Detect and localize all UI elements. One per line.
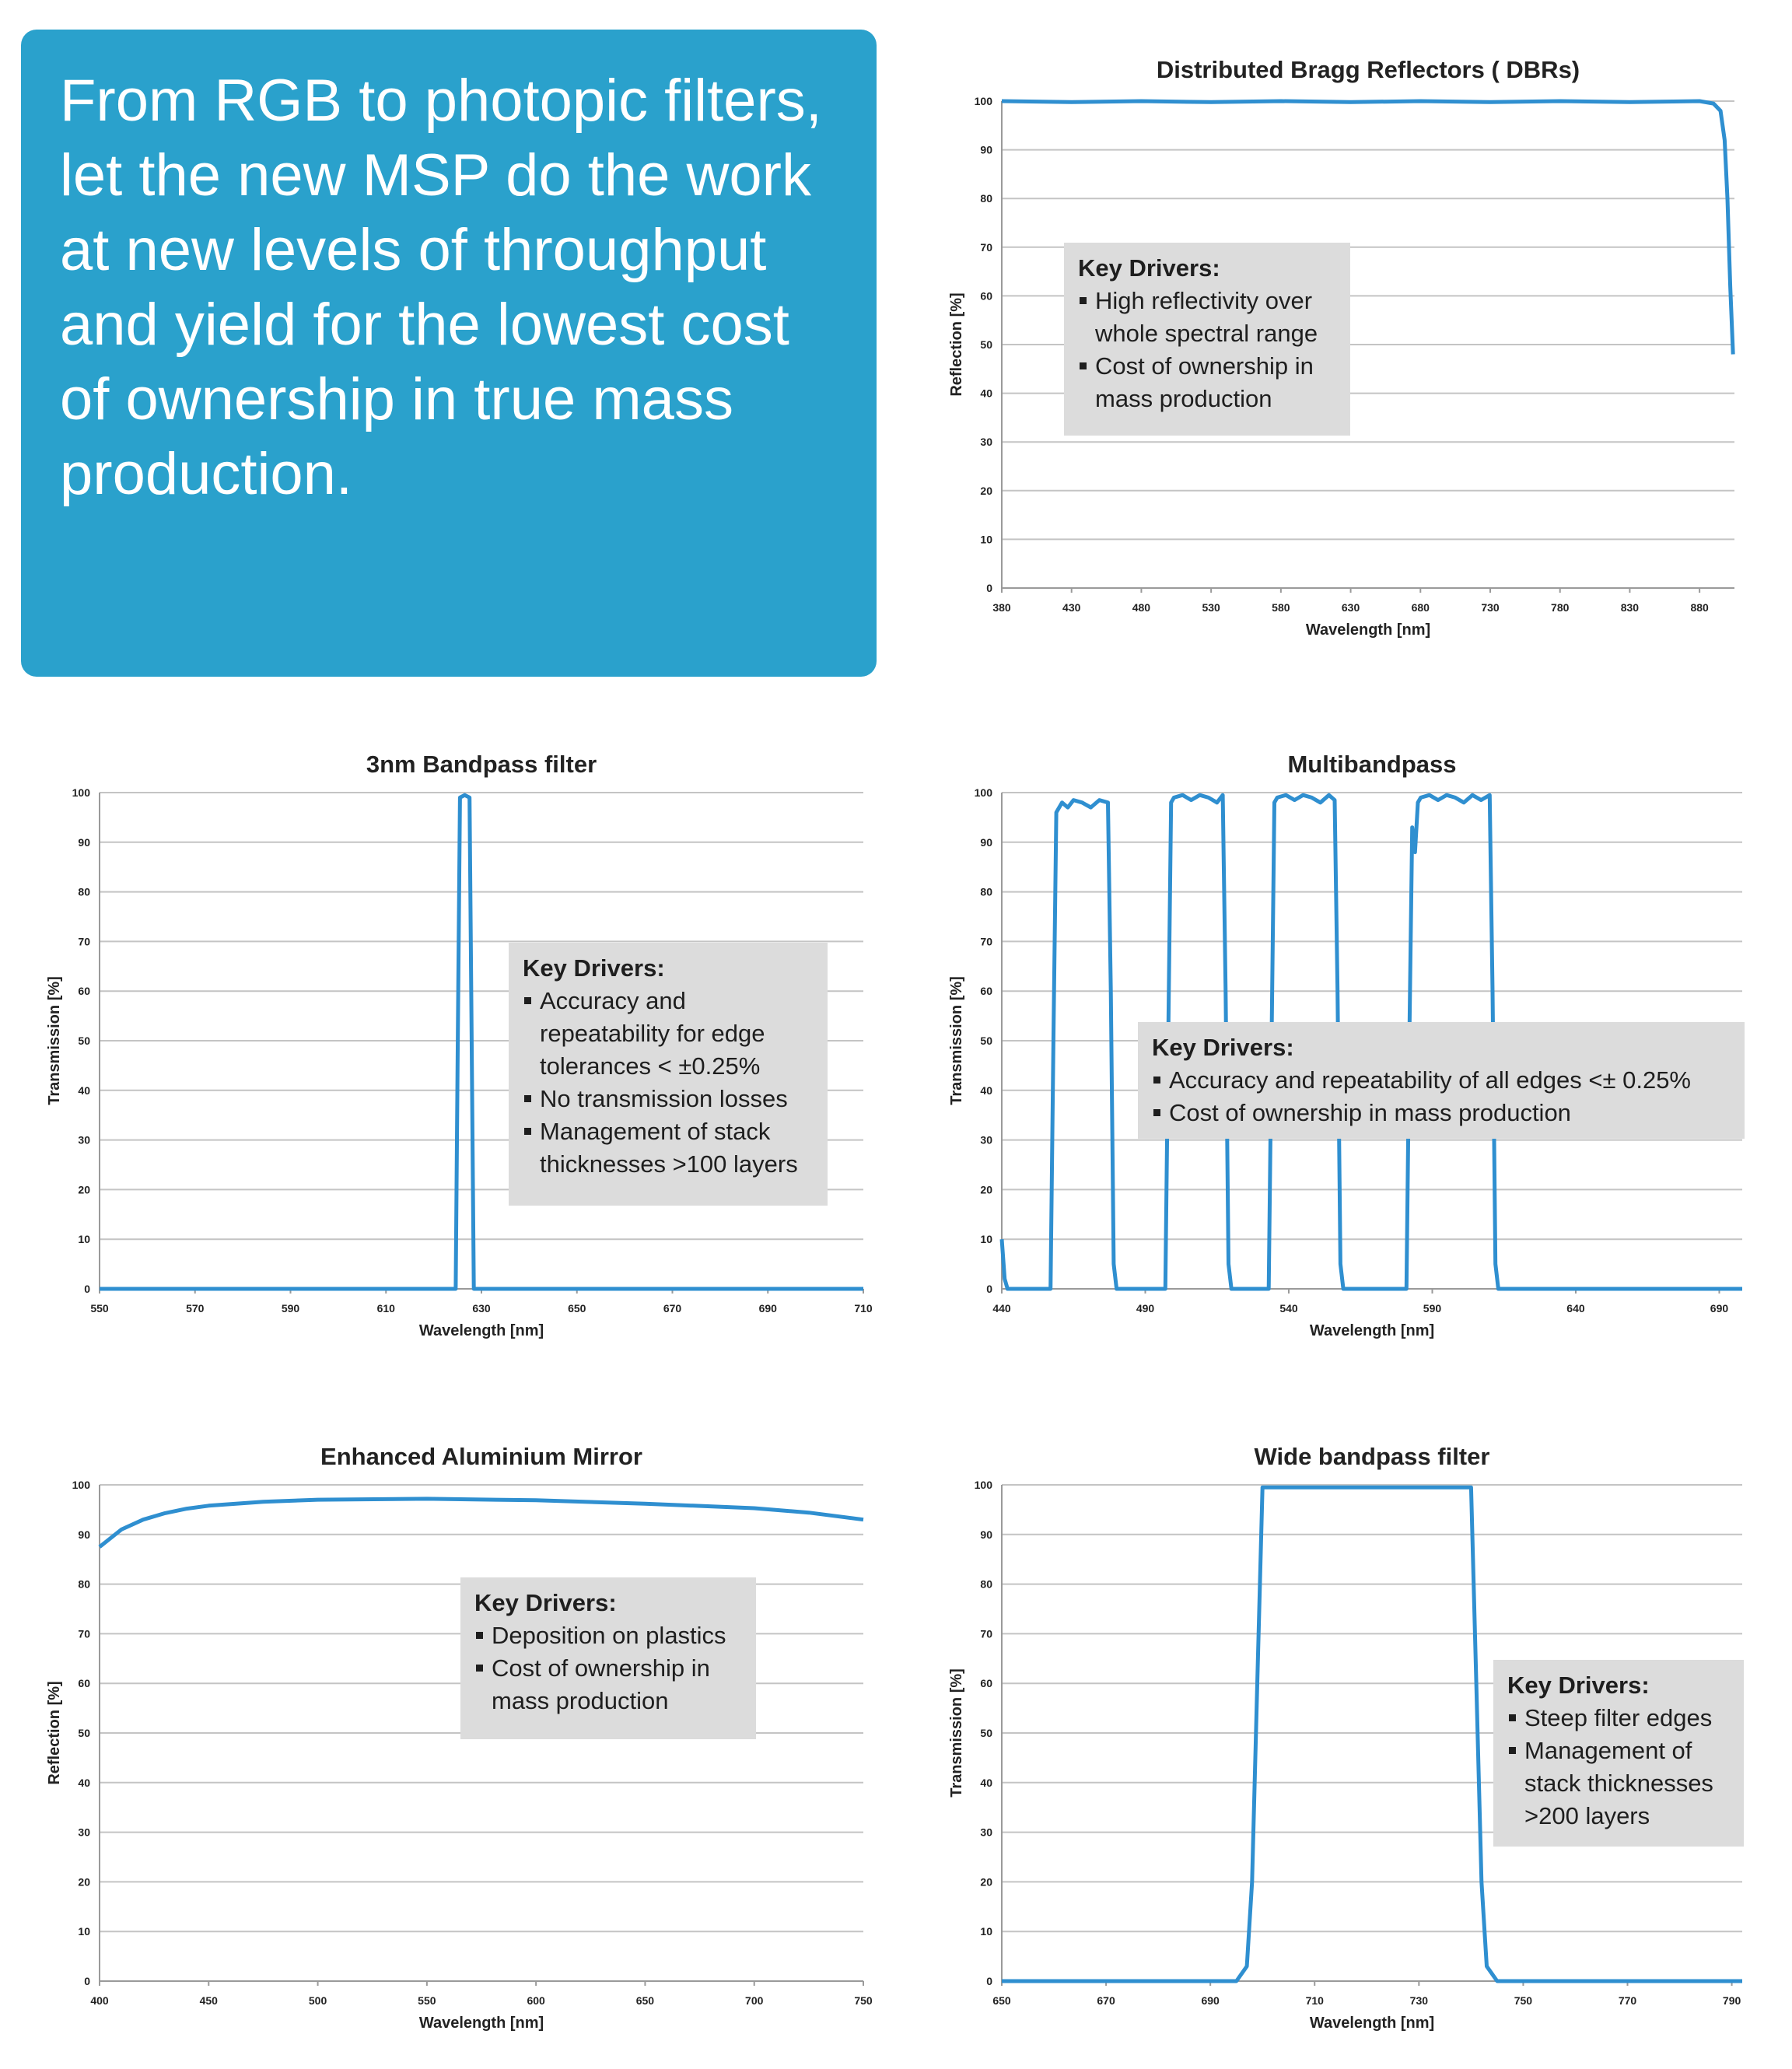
x-tick-label: 610 bbox=[376, 1302, 395, 1315]
intro-panel bbox=[21, 30, 877, 677]
y-tick-label: 0 bbox=[84, 1283, 90, 1295]
x-tick-label: 590 bbox=[1423, 1302, 1442, 1315]
key-driver-item: Management of stack thicknesses >200 layers bbox=[1507, 1735, 1730, 1833]
x-tick-label: 440 bbox=[992, 1302, 1011, 1315]
y-tick-label: 20 bbox=[78, 1183, 90, 1196]
y-tick-label: 40 bbox=[980, 1776, 992, 1789]
x-tick-label: 650 bbox=[992, 1994, 1011, 2007]
chart-svg bbox=[31, 1435, 873, 2050]
key-drivers-box-aluminium bbox=[460, 1577, 756, 1739]
key-drivers-heading: Key Drivers: bbox=[523, 954, 665, 982]
key-drivers-box-wide-bandpass bbox=[1493, 1660, 1744, 1847]
x-tick-label: 780 bbox=[1551, 601, 1570, 614]
y-tick-label: 40 bbox=[78, 1776, 90, 1789]
x-tick-label: 690 bbox=[1201, 1994, 1220, 2007]
y-tick-label: 50 bbox=[78, 1034, 90, 1047]
intro-text: From RGB to photopic filters, let the new MSP do the work at new levels of throughput and yield for the lowest cost of ownership in true mass production. bbox=[60, 68, 822, 507]
key-driver-item: Cost of ownership in mass production bbox=[1152, 1097, 1731, 1129]
y-tick-label: 20 bbox=[78, 1875, 90, 1889]
y-tick-label: 50 bbox=[980, 1034, 992, 1047]
x-tick-label: 500 bbox=[308, 1994, 327, 2007]
series-line bbox=[100, 1499, 863, 1547]
x-axis-label: Wavelength [nm] bbox=[1309, 2015, 1435, 2032]
key-drivers-heading: Key Drivers: bbox=[474, 1589, 617, 1616]
key-drivers-heading: Key Drivers: bbox=[1152, 1034, 1294, 1061]
key-driver-item: Steep filter edges bbox=[1507, 1702, 1730, 1735]
y-tick-label: 100 bbox=[72, 1479, 90, 1491]
y-tick-label: 30 bbox=[78, 1133, 90, 1147]
x-tick-label: 750 bbox=[854, 1994, 873, 2007]
chart-dbr bbox=[933, 48, 1773, 663]
y-tick-label: 90 bbox=[980, 835, 992, 849]
y-tick-label: 80 bbox=[980, 1577, 992, 1591]
y-tick-label: 20 bbox=[980, 484, 992, 497]
x-tick-label: 550 bbox=[418, 1994, 436, 2007]
x-tick-label: 550 bbox=[90, 1302, 109, 1315]
y-tick-label: 50 bbox=[78, 1727, 90, 1739]
x-tick-label: 530 bbox=[1202, 601, 1220, 614]
key-driver-item: Accuracy and repeatability for edge tolerances < ±0.25% bbox=[523, 985, 814, 1083]
x-tick-label: 590 bbox=[281, 1302, 300, 1315]
y-tick-label: 30 bbox=[980, 1133, 992, 1147]
y-tick-label: 10 bbox=[78, 1233, 90, 1246]
y-tick-label: 60 bbox=[980, 1677, 992, 1690]
x-axis-label: Wavelength [nm] bbox=[418, 2015, 544, 2032]
key-driver-item: Deposition on plastics bbox=[474, 1619, 742, 1652]
x-tick-label: 490 bbox=[1136, 1302, 1155, 1315]
y-tick-label: 90 bbox=[78, 1528, 90, 1541]
y-tick-label: 90 bbox=[980, 143, 992, 156]
x-tick-label: 750 bbox=[1514, 1994, 1533, 2007]
y-tick-label: 60 bbox=[78, 985, 90, 998]
y-axis-label: Transmission [%] bbox=[46, 976, 63, 1105]
y-tick-label: 60 bbox=[78, 1677, 90, 1690]
x-axis-label: Wavelength [nm] bbox=[418, 1322, 544, 1339]
y-tick-label: 90 bbox=[78, 835, 90, 849]
y-tick-label: 70 bbox=[78, 935, 90, 948]
y-tick-label: 40 bbox=[78, 1084, 90, 1097]
x-tick-label: 570 bbox=[186, 1302, 205, 1315]
y-tick-label: 70 bbox=[980, 935, 992, 948]
y-tick-label: 0 bbox=[986, 582, 992, 594]
y-tick-label: 90 bbox=[980, 1528, 992, 1541]
y-tick-label: 40 bbox=[980, 387, 992, 400]
x-tick-label: 400 bbox=[90, 1994, 109, 2007]
y-tick-label: 0 bbox=[84, 1975, 90, 1987]
x-tick-label: 630 bbox=[472, 1302, 491, 1315]
x-tick-label: 600 bbox=[527, 1994, 545, 2007]
x-tick-label: 690 bbox=[758, 1302, 777, 1315]
key-drivers-heading: Key Drivers: bbox=[1078, 254, 1220, 282]
key-driver-item: Cost of ownership in mass production bbox=[1078, 350, 1336, 415]
y-tick-label: 40 bbox=[980, 1084, 992, 1097]
x-tick-label: 580 bbox=[1272, 601, 1290, 614]
key-driver-item: Management of stack thicknesses >100 layers bbox=[523, 1115, 814, 1181]
y-tick-label: 30 bbox=[980, 436, 992, 449]
key-driver-item: Accuracy and repeatability of all edges <± 0.25% bbox=[1152, 1064, 1731, 1097]
chart-title: Enhanced Aluminium Mirror bbox=[320, 1443, 642, 1470]
x-tick-label: 710 bbox=[1305, 1994, 1324, 2007]
y-axis-label: Transmission [%] bbox=[948, 1668, 965, 1798]
x-tick-label: 790 bbox=[1722, 1994, 1741, 2007]
y-tick-label: 10 bbox=[980, 533, 992, 546]
x-tick-label: 630 bbox=[1341, 601, 1360, 614]
y-tick-label: 80 bbox=[78, 1577, 90, 1591]
y-tick-label: 50 bbox=[980, 338, 992, 351]
y-axis-label: Transmission [%] bbox=[948, 976, 965, 1105]
chart-title: Multibandpass bbox=[1287, 751, 1457, 778]
x-axis-label: Wavelength [nm] bbox=[1305, 621, 1431, 639]
y-tick-label: 20 bbox=[980, 1875, 992, 1889]
chart-title: 3nm Bandpass filter bbox=[366, 751, 597, 778]
key-drivers-heading: Key Drivers: bbox=[1507, 1672, 1650, 1699]
x-tick-label: 480 bbox=[1132, 601, 1151, 614]
y-tick-label: 100 bbox=[974, 95, 992, 107]
y-tick-label: 70 bbox=[78, 1627, 90, 1640]
key-drivers-box-3nm bbox=[509, 943, 828, 1206]
x-tick-label: 830 bbox=[1620, 601, 1640, 614]
y-tick-label: 20 bbox=[980, 1183, 992, 1196]
y-tick-label: 80 bbox=[980, 885, 992, 898]
x-tick-label: 700 bbox=[745, 1994, 764, 2007]
x-tick-label: 450 bbox=[199, 1994, 218, 2007]
x-tick-label: 650 bbox=[635, 1994, 655, 2007]
x-tick-label: 730 bbox=[1481, 601, 1500, 614]
key-drivers-box-dbr bbox=[1064, 243, 1350, 436]
x-tick-label: 670 bbox=[1097, 1994, 1115, 2007]
x-tick-label: 770 bbox=[1618, 1994, 1637, 2007]
x-tick-label: 690 bbox=[1710, 1302, 1729, 1315]
y-tick-label: 100 bbox=[72, 786, 90, 799]
x-tick-label: 710 bbox=[854, 1302, 873, 1315]
y-tick-label: 30 bbox=[980, 1826, 992, 1839]
y-axis-label: Reflection [%] bbox=[46, 1681, 63, 1785]
y-tick-label: 10 bbox=[980, 1233, 992, 1246]
y-tick-label: 100 bbox=[974, 786, 992, 799]
key-driver-item: Cost of ownership in mass production bbox=[474, 1652, 742, 1717]
y-tick-label: 0 bbox=[986, 1283, 992, 1295]
x-tick-label: 680 bbox=[1411, 601, 1430, 614]
y-tick-label: 80 bbox=[980, 192, 992, 205]
x-tick-label: 380 bbox=[992, 601, 1011, 614]
y-axis-label: Reflection [%] bbox=[948, 292, 965, 397]
chart-aluminium-mirror bbox=[31, 1435, 873, 2050]
y-tick-label: 10 bbox=[980, 1925, 992, 1938]
chart-title: Wide bandpass filter bbox=[1254, 1443, 1490, 1470]
y-tick-label: 0 bbox=[986, 1975, 992, 1987]
x-tick-label: 430 bbox=[1062, 601, 1081, 614]
x-tick-label: 650 bbox=[568, 1302, 586, 1315]
y-tick-label: 70 bbox=[980, 1627, 992, 1640]
x-tick-label: 880 bbox=[1690, 601, 1709, 614]
y-tick-label: 50 bbox=[980, 1727, 992, 1739]
x-tick-label: 640 bbox=[1566, 1302, 1585, 1315]
y-tick-label: 80 bbox=[78, 885, 90, 898]
y-tick-label: 60 bbox=[980, 289, 992, 303]
y-tick-label: 30 bbox=[78, 1826, 90, 1839]
key-driver-item: No transmission losses bbox=[523, 1083, 814, 1115]
x-tick-label: 540 bbox=[1279, 1302, 1298, 1315]
chart-svg bbox=[933, 48, 1773, 663]
key-driver-item: High reflectivity over whole spectral range bbox=[1078, 285, 1336, 350]
x-tick-label: 670 bbox=[663, 1302, 682, 1315]
y-tick-label: 100 bbox=[974, 1479, 992, 1491]
x-tick-label: 730 bbox=[1409, 1994, 1429, 2007]
key-drivers-box-multibandpass bbox=[1138, 1022, 1745, 1139]
chart-title: Distributed Bragg Reflectors ( DBRs) bbox=[1156, 56, 1580, 83]
y-tick-label: 60 bbox=[980, 985, 992, 998]
x-axis-label: Wavelength [nm] bbox=[1309, 1322, 1435, 1339]
y-tick-label: 70 bbox=[980, 240, 992, 254]
y-tick-label: 10 bbox=[78, 1925, 90, 1938]
